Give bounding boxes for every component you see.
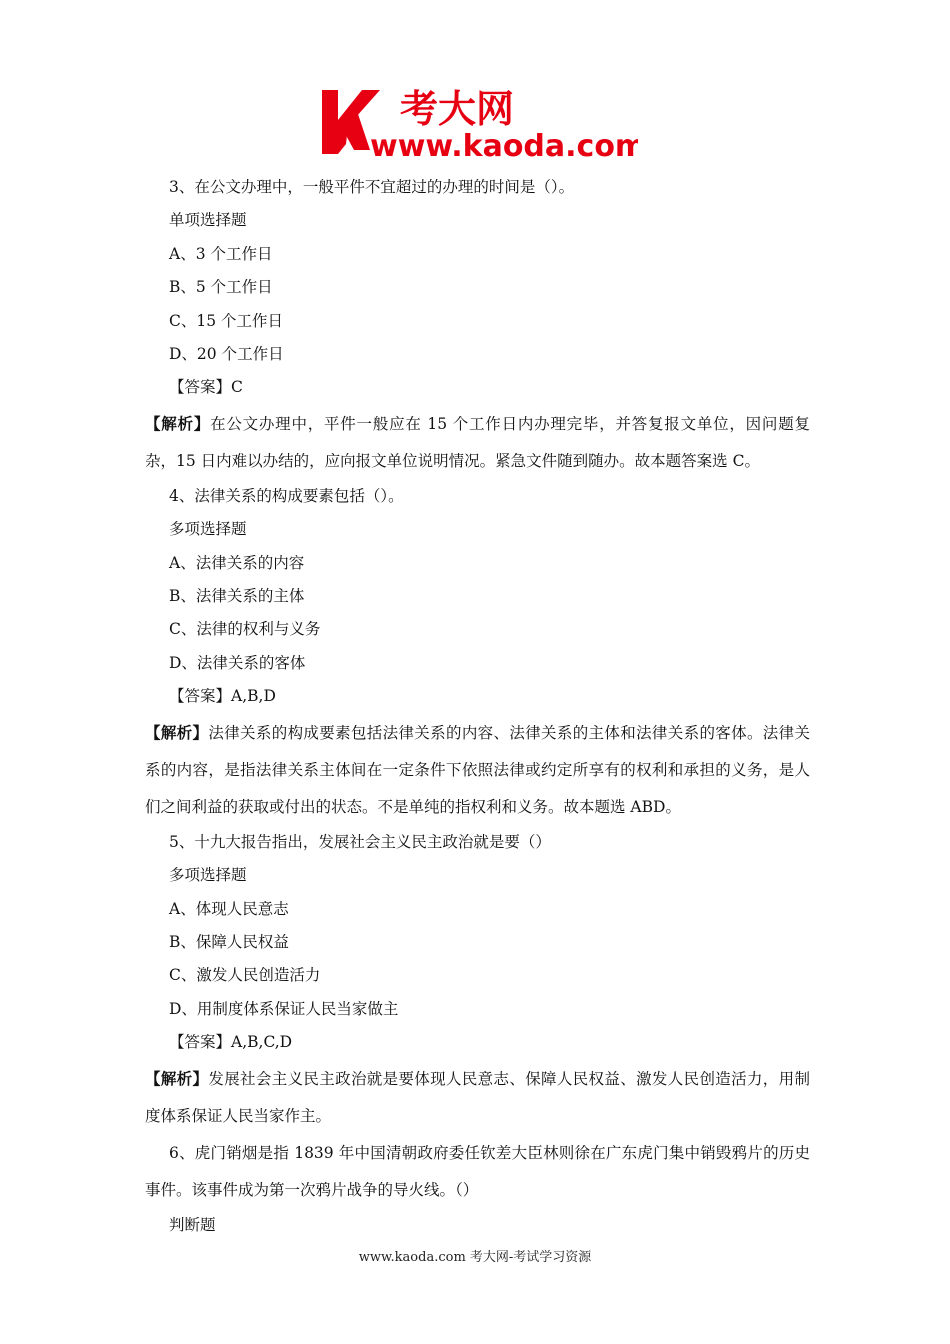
question-4-stem: 4、法律关系的构成要素包括（）。 [169, 486, 404, 505]
question-6-stem: 6、虎门销烟是指 1839 年中国清朝政府委任钦差大臣林则徐在广东虎门集中销毁鸦片的历史事件。该事件成为第一次鸦片战争的导火线。（） [145, 1143, 810, 1199]
question-5-type: 多项选择题 [169, 866, 247, 885]
document-body [145, 171, 810, 1242]
analysis-text: 在公文办理中，平件一般应在 15 个工作日内办理完毕，并答复报文单位，因问题复杂，15 日内难以办结的，应向报文单位说明情况。紧急文件随到随办。故本题答案选 C。 [145, 414, 810, 470]
question-5-stem: 5、十九大报告指出，发展社会主义民主政治就是要（） [169, 832, 551, 851]
question-3-option-a: A、3 个工作日 [169, 244, 273, 263]
page-footer: www.kaoda.com 考大网-考试学习资源 [358, 1250, 592, 1265]
question-4-option-d: D、法律关系的客体 [169, 653, 306, 672]
kaoda-logo-graphic [318, 84, 638, 160]
question-5-option-c: C、激发人民创造活力 [169, 966, 321, 985]
question-3-stem: 3、在公文办理中，一般平件不宜超过的办理的时间是（）。 [169, 178, 575, 196]
logo-brand-cn: 考大网 [400, 87, 515, 131]
question-4-analysis [145, 714, 810, 826]
analysis-tag: 【解析】 [145, 1068, 209, 1088]
question-4-option-a: A、法律关系的内容 [169, 553, 305, 572]
question-3-option-d: D、20 个工作日 [169, 345, 284, 364]
question-3-analysis [145, 405, 810, 480]
question-3-option-c: C、15 个工作日 [169, 311, 284, 330]
question-5-option-a: A、体现人民意志 [169, 899, 289, 918]
question-6-type: 判断题 [169, 1215, 216, 1234]
analysis-text: 法律关系的构成要素包括法律关系的内容、法律关系的主体和法律关系的客体。法律关系的内容，是指法律关系主体间在一定条件下依照法律或约定所享有的权利和承担的义务，是人们之间利益的获取或付出的状态。不是单纯的指权利和义务。故本题选 ABD。 [145, 723, 810, 816]
question-5-option-b: B、保障人民权益 [169, 932, 289, 951]
analysis-text: 发展社会主义民主政治就是要体现人民意志、保障人民权益、激发人民创造活力，用制度体系保证人民当家作主。 [145, 1069, 810, 1125]
kaoda-logo [318, 84, 638, 160]
question-5-option-d: D、用制度体系保证人民当家做主 [169, 999, 399, 1018]
analysis-tag: 【解析】 [145, 413, 211, 433]
question-4-answer: 【答案】A,B,D [169, 687, 276, 706]
question-5-answer: 【答案】A,B,C,D [169, 1033, 293, 1052]
question-3-type: 单项选择题 [169, 211, 247, 230]
question-4-option-c: C、法律的权利与义务 [169, 620, 321, 639]
analysis-tag: 【解析】 [145, 722, 209, 742]
question-3-option-b: B、5 个工作日 [169, 278, 273, 297]
question-3-answer: 【答案】C [169, 378, 243, 397]
question-4-type: 多项选择题 [169, 520, 247, 539]
question-5-analysis [145, 1060, 810, 1135]
logo-domain: www.kaoda.com [370, 129, 638, 160]
question-4-option-b: B、法律关系的主体 [169, 587, 305, 606]
